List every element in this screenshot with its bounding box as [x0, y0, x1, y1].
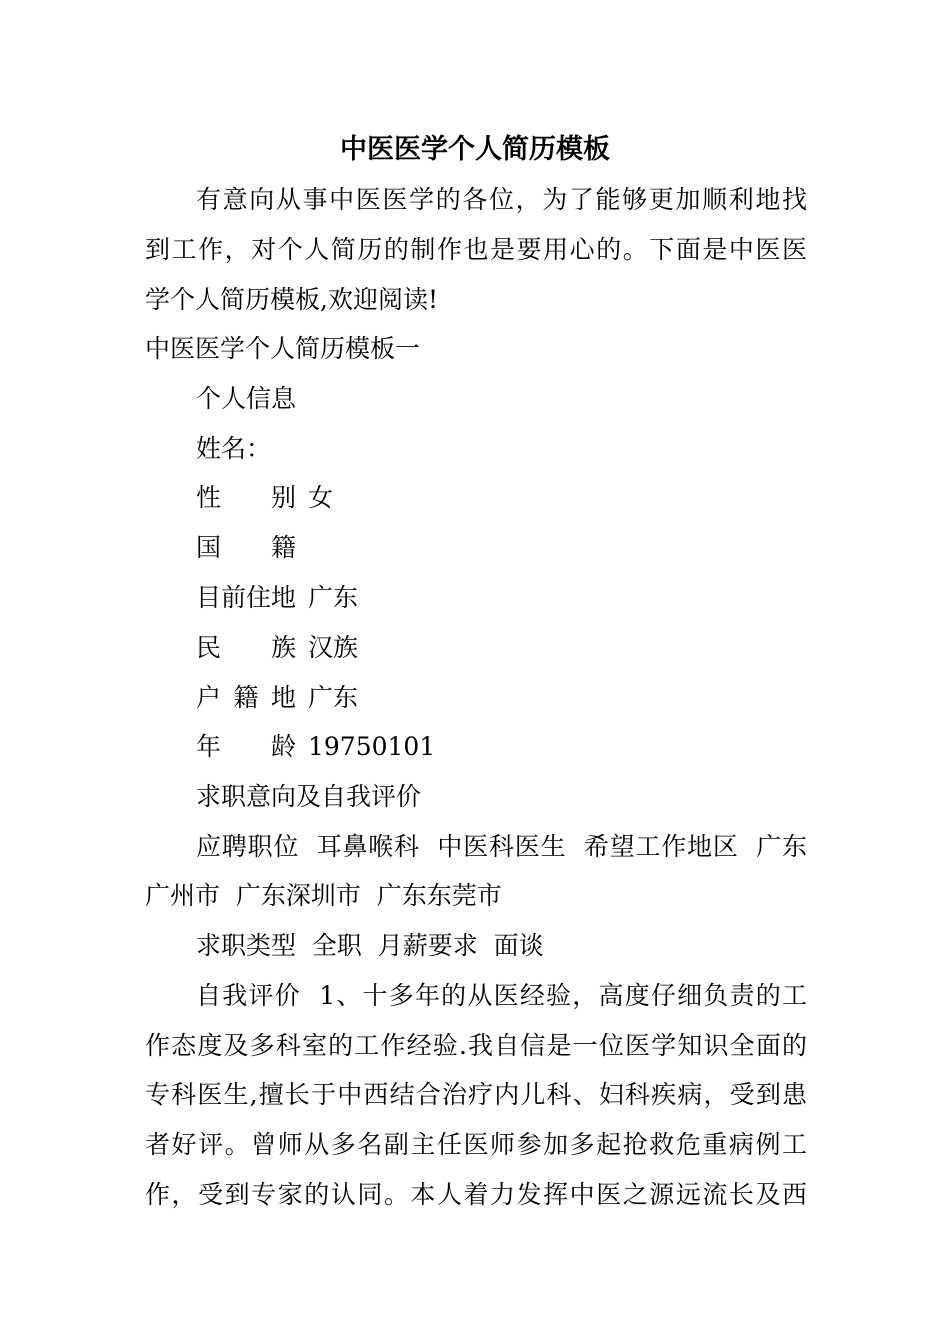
field-value: 汉族: [308, 633, 359, 662]
job-type-line: 求职类型 全职 月薪要求 面谈: [196, 931, 544, 960]
field-ethnicity: [196, 628, 358, 668]
document-title: 中医医学个人简历模板: [340, 134, 610, 165]
name-label: 姓名：: [196, 434, 272, 463]
self-eval-line-1: 自我评价 1、十多年的从医经验，高度仔细负责的工: [196, 981, 807, 1010]
field-residence: [196, 578, 358, 618]
field-label: 国 籍: [196, 533, 296, 562]
field-label: 户籍地: [196, 683, 296, 712]
field-label: 年 龄: [196, 732, 296, 761]
field-value: 19750101: [308, 732, 436, 761]
intro-line-1: 有意向从事中医医学的各位，为了能够更加顺利地找: [196, 185, 807, 214]
field-label: 民 族: [196, 633, 296, 662]
field-age: [196, 727, 435, 767]
position-line-1: 应聘职位 耳鼻喉科 中医科医生 希望工作地区 广东: [196, 832, 807, 861]
self-eval-line-5: 作，受到专家的认同。本人着力发挥中医之源远流长及西: [145, 1180, 807, 1209]
field-value: 女: [308, 483, 334, 512]
field-value: 广东: [308, 683, 359, 712]
intro-line-2: 到工作，对个人简历的制作也是要用心的。下面是中医医: [145, 235, 807, 264]
self-eval-line-3: 专科医生,擅长于中西结合治疗内儿科、妇科疾病，受到患: [145, 1080, 807, 1109]
personal-info-heading: 个人信息: [196, 384, 297, 413]
field-label: 性 别: [196, 483, 296, 512]
position-line-2: 广州市 广东深圳市 广东东莞市: [145, 881, 502, 910]
self-eval-line-2: 作态度及多科室的工作经验.我自信是一位医学知识全面的: [145, 1031, 807, 1060]
field-value: 广东: [308, 583, 359, 612]
field-gender: [196, 478, 333, 518]
section-heading: 中医医学个人简历模板一: [145, 334, 421, 363]
field-label: 目前住地: [196, 583, 297, 612]
self-eval-line-4: 者好评。曾师从多名副主任医师参加多起抢救危重病例工: [145, 1130, 807, 1159]
field-household: [196, 678, 358, 718]
field-nationality: [196, 528, 308, 568]
job-intent-heading: 求职意向及自我评价: [196, 782, 422, 811]
intro-line-3: 学个人简历模板,欢迎阅读!: [145, 285, 438, 314]
